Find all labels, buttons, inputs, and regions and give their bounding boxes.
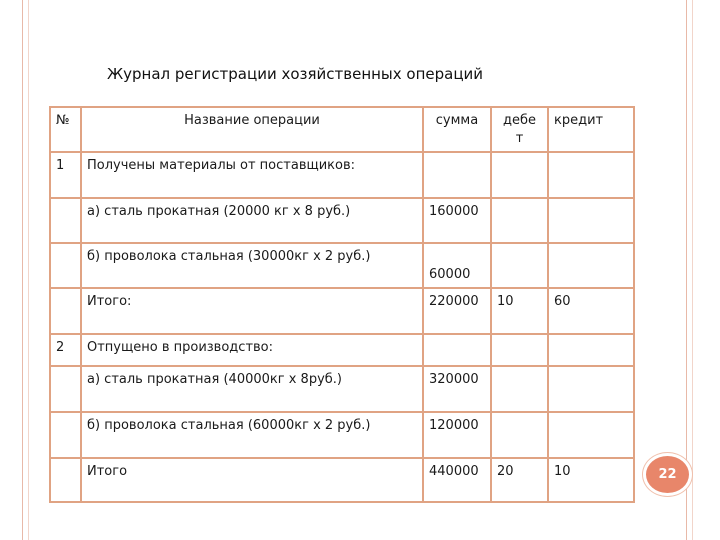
- table-header-row: [50, 107, 634, 152]
- row-sum: [423, 334, 491, 366]
- journal-table: [49, 106, 635, 503]
- header-credit: кредит: [548, 107, 634, 152]
- row-operation-name: Итого: [81, 458, 423, 502]
- frame-line-right-outer: [692, 0, 693, 540]
- row-number: [50, 198, 81, 243]
- row-number: [50, 412, 81, 458]
- row-number: [50, 243, 81, 288]
- row-operation-name: Итого:: [81, 288, 423, 334]
- row-sum-value: 60000: [429, 267, 471, 282]
- row-credit: 60: [548, 288, 634, 334]
- table-row: [50, 412, 634, 458]
- row-operation-name: б) проволока стальная (60000кг х 2 руб.): [81, 412, 423, 458]
- row-sum-value: 220000: [429, 294, 479, 309]
- row-credit: 10: [548, 458, 634, 502]
- row-operation-name: б) проволока стальная (30000кг х 2 руб.): [81, 243, 423, 288]
- row-sum: [423, 412, 491, 458]
- table-row: [50, 366, 634, 412]
- row-sum-value: 160000: [429, 204, 479, 219]
- header-operation-name: Название операции: [81, 107, 423, 152]
- table-row: [50, 288, 634, 334]
- row-sum: [423, 243, 491, 288]
- row-sum: [423, 458, 491, 502]
- table-row: [50, 152, 634, 198]
- row-operation-name: Отпущено в производство:: [81, 334, 423, 366]
- row-number: [50, 458, 81, 502]
- row-debit: [491, 366, 548, 412]
- table-row: [50, 198, 634, 243]
- frame-line-left: [22, 0, 23, 540]
- row-sum: [423, 152, 491, 198]
- row-debit: [491, 243, 548, 288]
- row-debit: 10: [491, 288, 548, 334]
- row-credit: [548, 366, 634, 412]
- slide-title: Журнал регистрации хозяйственных операций: [107, 65, 484, 83]
- row-credit: [548, 243, 634, 288]
- row-number: 2: [50, 334, 81, 366]
- row-operation-name: а) сталь прокатная (40000кг х 8руб.): [81, 366, 423, 412]
- header-number: №: [50, 107, 81, 152]
- row-credit: [548, 152, 634, 198]
- header-sum: сумма: [423, 107, 491, 152]
- header-debit-label: дебет: [503, 113, 537, 146]
- row-debit: [491, 198, 548, 243]
- row-sum-value: 440000: [429, 464, 479, 479]
- row-credit: [548, 198, 634, 243]
- frame-line-left-inner: [28, 0, 29, 540]
- row-operation-name: а) сталь прокатная (20000 кг х 8 руб.): [81, 198, 423, 243]
- row-debit: [491, 152, 548, 198]
- header-debit: [491, 107, 548, 152]
- row-debit: [491, 412, 548, 458]
- row-sum: [423, 366, 491, 412]
- page-number-badge: 22: [643, 453, 692, 496]
- row-sum-value: 120000: [429, 418, 479, 433]
- row-number: [50, 366, 81, 412]
- row-credit: [548, 412, 634, 458]
- row-sum: [423, 288, 491, 334]
- row-debit: 20: [491, 458, 548, 502]
- row-number: [50, 288, 81, 334]
- frame-line-right: [686, 0, 687, 540]
- table-row: [50, 334, 634, 366]
- table-row: [50, 243, 634, 288]
- row-number: 1: [50, 152, 81, 198]
- row-credit: [548, 334, 634, 366]
- table-row: [50, 458, 634, 502]
- row-debit: [491, 334, 548, 366]
- row-sum: [423, 198, 491, 243]
- row-operation-name: Получены материалы от поставщиков:: [81, 152, 423, 198]
- row-sum-value: 320000: [429, 372, 479, 387]
